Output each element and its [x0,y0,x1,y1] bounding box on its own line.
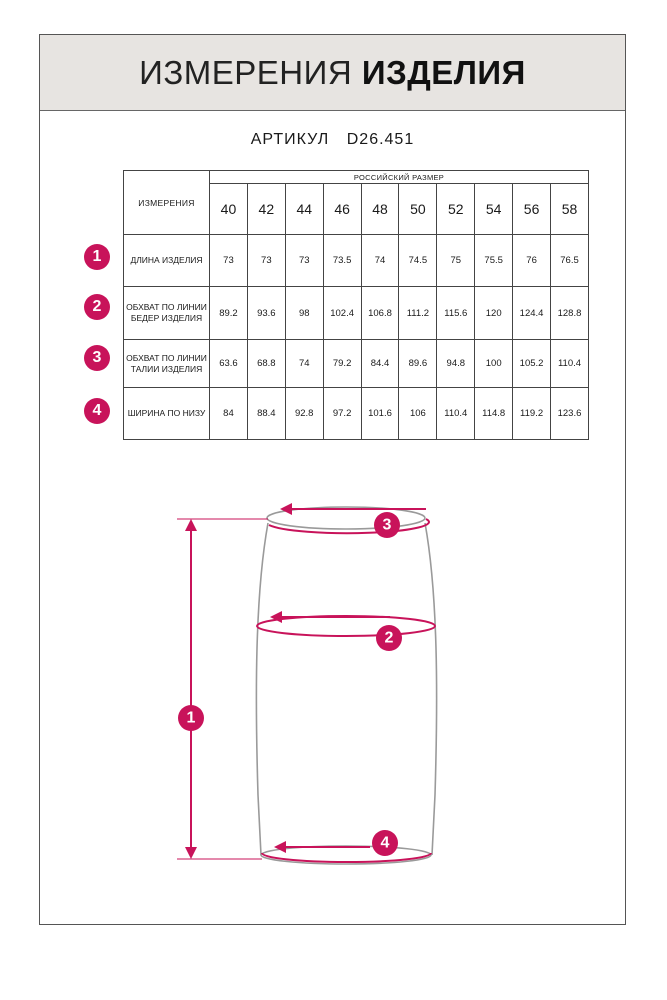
size-group-header: РОССИЙСКИЙ РАЗМЕР [210,171,589,184]
table-cell: 105.2 [513,340,551,388]
row-number-badge-3: 3 [84,345,110,371]
skirt-outline [256,507,436,864]
table-cell: 76 [513,235,551,287]
size-header: 40 [210,184,248,235]
table-cell: 110.4 [551,340,589,388]
table-cell: 120 [475,287,513,340]
title-bold: ИЗДЕЛИЯ [361,53,526,91]
diagram-marker-3-label: 3 [382,516,392,534]
table-cell: 115.6 [437,287,475,340]
table-cell: 79.2 [323,340,361,388]
table-cell: 97.2 [323,388,361,440]
table-cell: 111.2 [399,287,437,340]
size-header: 58 [551,184,589,235]
table-cell: 74 [285,340,323,388]
table-cell: 73 [285,235,323,287]
size-header: 56 [513,184,551,235]
size-header: 42 [247,184,285,235]
size-header: 44 [285,184,323,235]
diagram-marker-2 [376,625,402,651]
table-cell: 124.4 [513,287,551,340]
table-cell: 110.4 [437,388,475,440]
size-header: 50 [399,184,437,235]
size-header: 48 [361,184,399,235]
length-measure [177,519,268,859]
table-cell: 100 [475,340,513,388]
table-cell: 74 [361,235,399,287]
hips-measure [257,616,435,636]
diagram-marker-3 [374,512,400,538]
table-cell: 123.6 [551,388,589,440]
diagram-marker-4 [372,830,398,856]
diagram-marker-2-label: 2 [384,629,394,647]
row-label-hem: ШИРИНА ПО НИЗУ [124,388,210,440]
size-header: 54 [475,184,513,235]
table-cell: 63.6 [210,340,248,388]
table-cell: 106 [399,388,437,440]
table-cell: 89.6 [399,340,437,388]
table-cell: 73 [247,235,285,287]
measurements-header: ИЗМЕРЕНИЯ [124,171,210,235]
size-header: 52 [437,184,475,235]
table-cell: 114.8 [475,388,513,440]
table-cell: 106.8 [361,287,399,340]
row-label-hips: ОБХВАТ ПО ЛИНИИ БЕДЕР ИЗДЕЛИЯ [124,287,210,340]
table-cell: 128.8 [551,287,589,340]
table-cell: 84.4 [361,340,399,388]
table-cell: 98 [285,287,323,340]
table-cell: 119.2 [513,388,551,440]
table-cell: 73.5 [323,235,361,287]
table-cell: 101.6 [361,388,399,440]
table-cell: 94.8 [437,340,475,388]
row-label-length: ДЛИНА ИЗДЕЛИЯ [124,235,210,287]
table-cell: 76.5 [551,235,589,287]
title-light: ИЗМЕРЕНИЯ [139,53,353,91]
table-cell: 73 [210,235,248,287]
table-cell: 74.5 [399,235,437,287]
table-cell: 93.6 [247,287,285,340]
diagram-marker-1-label: 1 [186,709,196,727]
table-cell: 92.8 [285,388,323,440]
article-code: D26.451 [346,131,415,148]
table-cell: 75.5 [475,235,513,287]
table-cell: 102.4 [323,287,361,340]
table-cell: 68.8 [247,340,285,388]
size-header: 46 [323,184,361,235]
row-number-badge-4: 4 [84,398,110,424]
table-cell: 84 [210,388,248,440]
table-cell: 89.2 [210,287,248,340]
row-number-badge-2: 2 [84,294,110,320]
table-cell: 75 [437,235,475,287]
row-label-waist: ОБХВАТ ПО ЛИНИИ ТАЛИИ ИЗДЕЛИЯ [124,340,210,388]
diagram-marker-4-label: 4 [380,834,390,852]
skirt-diagram [40,35,627,926]
article-label: АРТИКУЛ [250,131,330,148]
diagram-marker-1 [178,705,204,731]
table-cell: 88.4 [247,388,285,440]
measurement-card [39,34,626,925]
row-number-badge-1: 1 [84,244,110,270]
